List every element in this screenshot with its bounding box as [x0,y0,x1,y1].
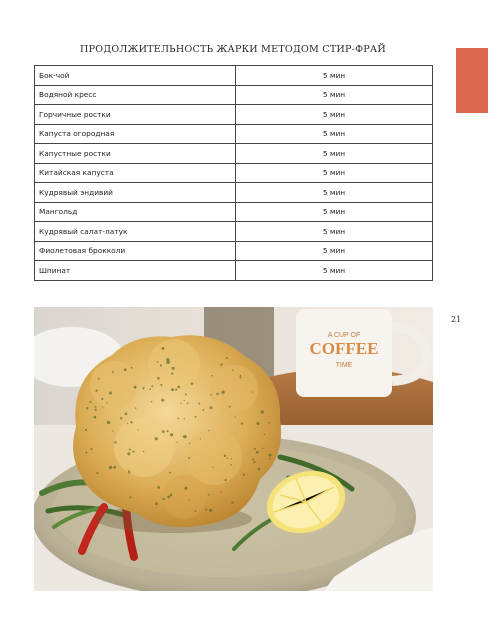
mug-text-2: COFFEE [309,339,379,358]
cook-time: 5 мин [236,261,433,281]
vegetable-name: Фиолетовая брокколи [35,241,236,261]
vegetable-name: Горчичные ростки [35,105,236,125]
page-title: ПРОДОЛЖИТЕЛЬНОСТЬ ЖАРКИ МЕТОДОМ СТИР-ФРАЙ [80,44,386,55]
table-row [35,105,433,125]
vegetable-name: Капустные ростки [35,144,236,164]
table-row [35,163,433,183]
table-row [35,85,433,105]
table-row [35,222,433,242]
cook-time: 5 мин [236,144,433,164]
cook-time: 5 мин [236,124,433,144]
vegetable-name: Водяной кресс [35,85,236,105]
mug-text-1: A CUP OF [327,332,361,339]
table-row [35,66,433,86]
vegetable-name: Бок-чой [35,66,236,86]
table-row [35,183,433,203]
vegetable-name: Кудрявый эндивий [35,183,236,203]
roasted-cauliflower-photo [34,307,433,591]
cooking-times-table [34,65,433,281]
cook-time: 5 мин [236,105,433,125]
page-number: 21 [451,315,462,324]
table-row [35,144,433,164]
table-row [35,202,433,222]
vegetable-name: Мангольд [35,202,236,222]
vegetable-name: Кудрявый салат-латук [35,222,236,242]
cook-time: 5 мин [236,66,433,86]
table-row [35,261,433,281]
table-row [35,124,433,144]
vegetable-name: Китайская капуста [35,163,236,183]
cook-time: 5 мин [236,241,433,261]
cook-time: 5 мин [236,183,433,203]
vegetable-name: Капуста огородная [35,124,236,144]
mug-text-3: TIME [335,362,353,369]
cook-time: 5 мин [236,202,433,222]
accent-tab [456,48,488,113]
vegetable-name: Шпинат [35,261,236,281]
cook-time: 5 мин [236,163,433,183]
cook-time: 5 мин [236,85,433,105]
table-row [35,241,433,261]
cook-time: 5 мин [236,222,433,242]
